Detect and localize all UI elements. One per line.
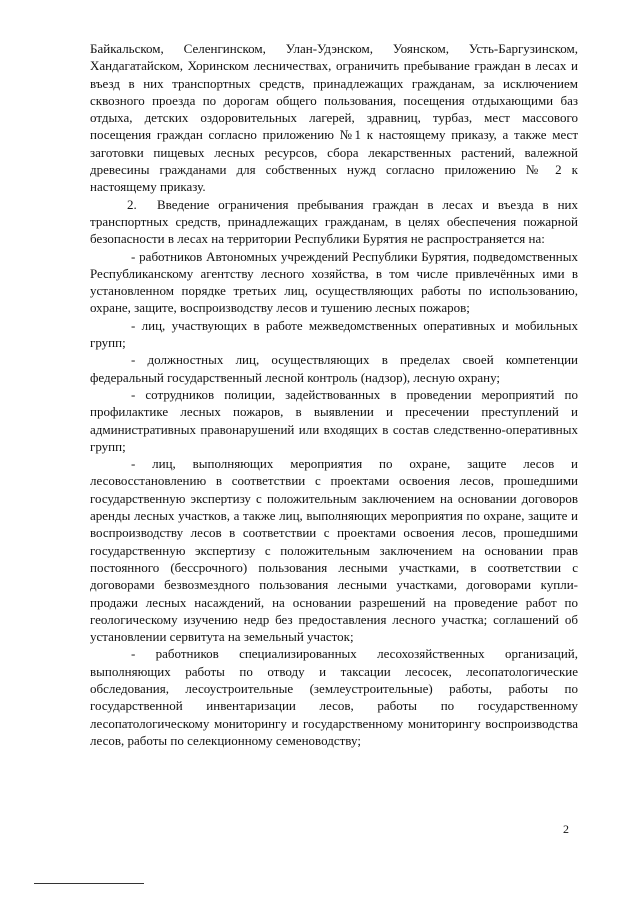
document-body xyxy=(90,40,578,749)
list-item-operational-groups: - лиц, участвующих в работе межведомственных оперативных и мобильных групп; xyxy=(90,317,578,351)
list-item-specialized-organizations: - работников специализированных лесохозяйственных организаций, выполняющих работы по отводу и таксации лесосек, лесопатологические обследования, лесоустроительные (землеустроительные) работы, работы по государственной инвентаризации лесов, работы по государственному лесопатологическому мониторингу и государственному мониторингу воспроизводства лесов, работы по селекционному семеноводству; xyxy=(90,646,578,748)
paragraph-continuation: Байкальском, Селенгинском, Улан-Удэнском, Уоянском, Усть-Баргузинском, Хандагатайском, Хоринском лесничествах, ограничить пребывание граждан в лесах и въезд в них транспортных средств, принадлежащих гражданам, за исключением сквозного проезда по дорогам общего пользования, посещения отдыхающими баз отдыха, детских оздоровительных лагерей, здравниц, турбаз, мест массового посещения граждан согласно приложению №1 к настоящему приказу, а также мест заготовки пищевых лесных ресурсов, сбора лекарственных растений, валежной древесины гражданами для собственных нужд согласно приложению № 2 к настоящему приказу. xyxy=(90,41,578,195)
item-number: 2. xyxy=(127,196,137,212)
list-item-police: - сотрудников полиции, задействованных в проведении мероприятий по профилактике лесных пожаров, в выявлении и пресечении преступлений и административных правонарушений или входящих в состав следственно-оперативных групп; xyxy=(90,386,578,454)
item-2-text: Введение ограничения пребывания граждан в лесах и въезда в них транспортных средств, принадлежащих гражданам, в целях обеспечения пожарной безопасности в лесах на территории Республики Бурятия не распространяется на: xyxy=(90,196,578,247)
footnote-separator xyxy=(34,883,144,884)
list-item-officials: - должностных лиц, осуществляющих в пределах своей компетенции федеральный государственный лесной контроль (надзор), лесную охрану; xyxy=(90,352,578,385)
list-item-forestry-workers: - работников Автономных учреждений Республики Бурятия, подведомственных Республиканскому агентству лесного хозяйства, в том числе привлечённых ими в установленном порядке третьих лиц, осуществляющих работы по использованию, охране, защите, воспроизводству лесов и тушению лесных пожаров; xyxy=(90,248,578,316)
list-item-project-executors: - лиц, выполняющих мероприятия по охране, защите лесов и лесовосстановлению в соответствии с проектами освоения лесов, прошедшими государственную экспертизу с положительным заключением на основании договоров аренды лесных участков, а также лиц, выполняющих мероприятия по охране, защите и воспроизводству лесов в соответствии с проектами освоения лесов, прошедшими государственную экспертизу с положительным заключением на основании прав постоянного (бессрочного) пользования лесными участками, в соответствии с договорами безвозмездного пользования лесными участками, договорами купли-продажи лесных насаждений, на основании разрешений на проведение работ по геологическому изучению недр без предоставления лесного участка; соглашений об установлении сервитута на земельный участок; xyxy=(90,456,578,645)
page-number: 2 xyxy=(563,822,569,836)
paragraph-item-2 xyxy=(90,196,578,248)
